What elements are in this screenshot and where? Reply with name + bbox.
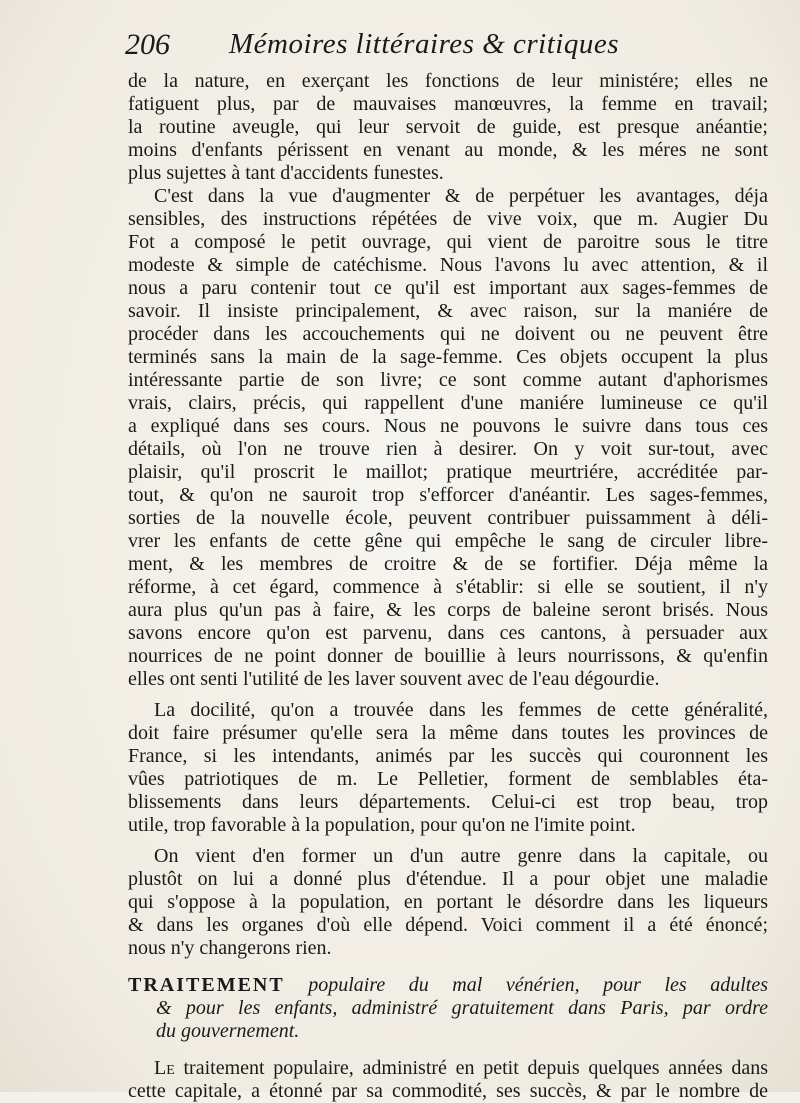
text-line: blissements dans leurs départements. Celui-ci est trop beau, trop <box>128 791 768 813</box>
heading-line: du gouvernement. <box>156 1020 300 1042</box>
text-line: vrais, clairs, précis, qui rappellent d'une maniére lumineuse ce qu'il <box>128 392 768 414</box>
text-line: Fot a composé le petit ouvrage, qui vient de paroitre sous le titre <box>128 231 768 253</box>
text-line: C'est dans la vue d'augmenter & de perpétuer les avantages, déja <box>154 185 768 207</box>
text-line: utile, trop favorable à la population, pour qu'on ne l'imite point. <box>128 814 636 836</box>
text-line <box>128 1057 768 1080</box>
text-line: doit faire présumer qu'elle sera la même dans toutes les provinces de <box>128 722 768 744</box>
text-line: a expliqué dans ses cours. Nous ne pouvons le suivre dans tous ces <box>128 415 768 437</box>
heading-line: & pour les enfants, administré gratuitement dans Paris, par ordre <box>156 997 768 1019</box>
heading-line-rest: populaire du mal vénérien, pour les adultes <box>284 974 768 996</box>
text-line: moins d'enfants périssent en venant au monde, & les méres ne sont <box>128 139 768 161</box>
heading-lead: TRAITEMENT <box>128 974 285 996</box>
text-line: de la nature, en exerçant les fonctions de leur ministére; elles ne <box>128 70 768 92</box>
text-line: plustôt on lui a donné plus d'étendue. Il a pour objet une maladie <box>128 868 768 890</box>
text-line: fatiguent plus, par de mauvaises manœuvres, la femme en travail; <box>128 93 768 115</box>
text-line: savons encore qu'on est parvenu, dans ces cantons, à persuader aux <box>128 622 768 644</box>
text-line: On vient d'en former un d'un autre genre dans la capitale, ou <box>154 845 768 867</box>
text-line: ment, & les membres de croitre & de se fortifier. Déja même la <box>128 553 768 575</box>
text-line: plaisir, qu'il proscrit le maillot; pratique meurtriére, accréditée par- <box>128 461 768 483</box>
running-title: Mémoires littéraires & critiques <box>229 28 619 60</box>
text-line: qui s'oppose à la population, en portant le désordre dans les liqueurs <box>128 891 768 913</box>
text-line: tout, & qu'on ne sauroit trop s'efforcer d'anéantir. Les sages-femmes, <box>128 484 768 506</box>
text-line: nourrices de ne point donner de bouillie à leurs nourrissons, & qu'enfin <box>128 645 768 667</box>
text-line: sensibles, des instructions répétées de vive voix, que m. Augier Du <box>128 208 768 230</box>
text-line: plus sujettes à tant d'accidents funestes. <box>128 162 444 184</box>
text-line: elles ont senti l'utilité de les laver souvent avec de l'eau dégourdie. <box>128 668 660 690</box>
text-line: vrer les enfants de cette gêne qui empêche le sang de circuler libre- <box>128 530 768 552</box>
text-line: modeste & simple de catéchisme. Nous l'avons lu avec attention, & il <box>128 254 768 276</box>
text-line: aura plus qu'un pas à faire, & les corps de baleine seront brisés. Nous <box>128 599 768 621</box>
text-line: nous a paru contenir tout ce qu'il est important aux sages-femmes de <box>128 277 768 299</box>
text-line: terminés sans la main de la sage-femme. Ces objets occupent la plus <box>128 346 768 368</box>
text-line: détails, où l'on ne trouve rien à desirer. On y voit sur-tout, avec <box>128 438 768 460</box>
text-line: savoir. Il insiste principalement, & avec raison, sur la maniére de <box>128 300 768 322</box>
text-line: procéder dans les accouchements qui ne doivent ou ne peuvent être <box>128 323 768 345</box>
text-line: nous n'y changerons rien. <box>128 937 332 959</box>
text-line: La docilité, qu'on a trouvée dans les femmes de cette généralité, <box>154 699 768 721</box>
paragraph-4 <box>128 845 768 960</box>
text-line: intéressante partie de son livre; ce sont comme autant d'aphorismes <box>128 369 768 391</box>
text-line: & dans les organes d'où elle dépend. Voici comment il a été énoncé; <box>128 914 768 936</box>
paragraph-2 <box>128 185 768 691</box>
text-line: sorties de la nouvelle école, peuvent contribuer puissamment à déli- <box>128 507 768 529</box>
text-line: France, si les intendants, animés par les succès qui couronnent les <box>128 745 768 767</box>
paragraph-1 <box>128 70 768 185</box>
page-header <box>125 28 685 68</box>
text-line: vûes patriotiques de m. Le Pelletier, forment de semblables éta- <box>128 768 768 790</box>
paragraph-5 <box>128 1057 768 1103</box>
paragraph-lead: Le <box>154 1057 175 1079</box>
page-number: 206 <box>125 28 170 61</box>
text-line-rest: traitement populaire, administré en petit depuis quelques années dans <box>174 1057 768 1079</box>
text-line: la routine aveugle, qui leur servoit de guide, est presque anéantie; <box>128 116 768 138</box>
heading-line <box>128 974 768 997</box>
text-line: cette capitale, a étonné par sa commodité, ses succès, & par le nombre de <box>128 1080 768 1102</box>
section-heading <box>128 974 768 1043</box>
text-line: réforme, à cet égard, commence à s'établir: si elle se soutient, il n'y <box>128 576 768 598</box>
body-text <box>128 70 768 1103</box>
paragraph-3 <box>128 699 768 837</box>
